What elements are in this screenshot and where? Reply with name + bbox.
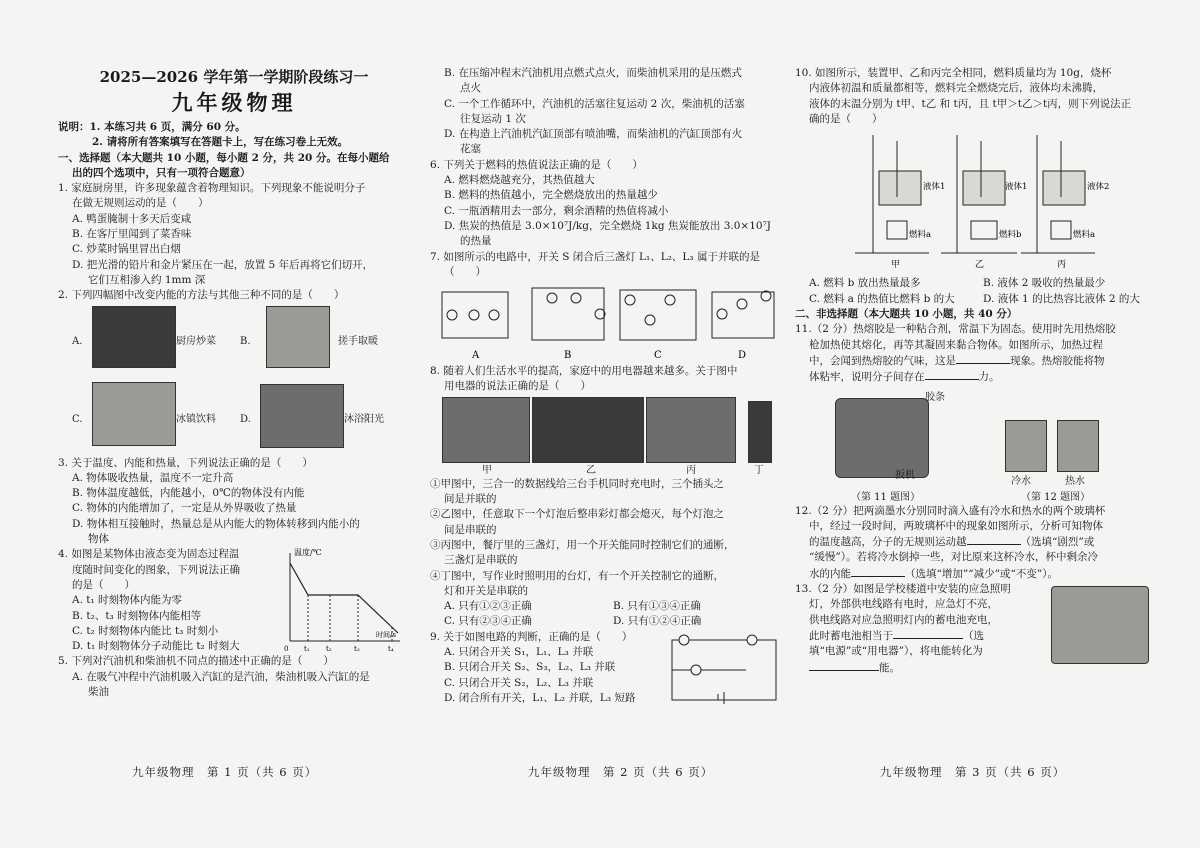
q7-stem: 7. 如图所示的电路中，开关 S 闭合后三盏灯 L₁、L₂、L₃ 属于并联的是 xyxy=(430,250,760,263)
q13-blank-1[interactable] xyxy=(893,628,963,639)
q2-stem: 2. 下列四幅图中改变内能的方法与其他三种不同的是（ ） xyxy=(58,289,345,302)
q8-option-d: D. 只有①②④正确 xyxy=(613,615,702,628)
page-1-footer: 九年级物理 第 1 页（共 6 页） xyxy=(132,765,318,779)
q7-circuits xyxy=(430,280,782,364)
q3-stem: 3. 关于温度、内能和热量，下列说法正确的是（ ） xyxy=(58,456,313,469)
q13-line-3: 供电线路对应急照明灯内的蓄电池充电， xyxy=(809,613,998,626)
graph-t1-label: t₁ xyxy=(304,645,310,654)
q12-line-4: “缓慢”）。若将冷水倒掉一些，对比原来这杯冷水，杯中剩余冷 xyxy=(809,551,1098,564)
q11-blank-2[interactable] xyxy=(925,369,979,380)
q2-label-a: A. xyxy=(72,335,83,347)
cold-water-label: 冷水 xyxy=(1011,475,1031,487)
q11-line-3-cont: 现象。热熔胶能将物 xyxy=(1010,354,1105,367)
page-2-column xyxy=(430,66,782,706)
q6-option-d-cont: 的热量 xyxy=(460,235,492,248)
q1-option-d-cont: 它们互相渗入约 1mm 深 xyxy=(88,273,206,286)
q13-line-1: 13.（2 分）如图是学校楼道中安装的应急照明 xyxy=(795,583,1011,596)
q5-option-d: D. 在构造上汽油机汽缸顶部有喷油嘴，而柴油机的汽缸顶部有火 xyxy=(444,128,743,141)
q5-option-c: C. 一个工作循环中，汽油机的活塞往复运动 2 次，柴油机的活塞 xyxy=(444,97,745,110)
sunbathing-photo xyxy=(260,384,344,448)
q1-option-d: D. 把光滑的铅片和金片紧压在一起，放置 5 年后再将它们切开， xyxy=(72,258,374,271)
q3-option-d: D. 物体相互接触时，热量总是从内能大的物体转移到内能小的 xyxy=(72,517,360,530)
q8-statement-4-cont: 灯和开关是串联的 xyxy=(444,584,528,597)
restaurant-lights-photo xyxy=(646,397,736,463)
q13-blank-2[interactable] xyxy=(809,660,879,671)
fig-bing-label: 丙 xyxy=(686,464,696,476)
circuit-a-label: A xyxy=(472,350,480,362)
q8-option-a: A. 只有①②③正确 xyxy=(444,600,532,613)
fuel-a-label-bing: 燃料a xyxy=(1073,230,1096,241)
glue-gun-photo xyxy=(835,398,929,478)
page-3-column xyxy=(795,66,1157,676)
q5-option-b: B. 在压缩冲程末汽油机用点燃式点火，而柴油机采用的是压燃式 xyxy=(444,67,742,79)
q8-options-row-1 xyxy=(430,599,782,614)
question-4 xyxy=(58,547,410,654)
liquid-2-label-bing: 液体2 xyxy=(1087,182,1110,193)
q8-statement-4: ④丁图中，写作业时照明用的台灯，有一个开关控制它的通断， xyxy=(430,569,724,582)
q8-option-b: B. 只有①③④正确 xyxy=(613,600,701,613)
q12-line-3-cont: （选填“剧烈”或 xyxy=(1020,536,1095,549)
hot-water-beaker xyxy=(1057,420,1099,472)
q8-statement-1-cont: 间是并联的 xyxy=(444,493,497,506)
q10-option-b: B. 液体 2 吸收的热量最少 xyxy=(983,277,1106,290)
q11-blank-1[interactable] xyxy=(956,353,1010,364)
exam-title: 2025—2026 学年第一学期阶段练习一 xyxy=(99,68,369,86)
q11-line-4: 体粘牢，说明分子间存在 xyxy=(809,371,925,384)
q13-line-2: 灯，外部供电线路有电时，应急灯不亮， xyxy=(809,598,998,611)
liquid-1-label-jia: 液体1 xyxy=(923,182,946,193)
graph-t2-label: t₂ xyxy=(326,645,332,654)
cooking-photo xyxy=(92,306,176,368)
q13-line-4-cont: （选 xyxy=(963,629,984,642)
q10-stem-cont-2: 液体的末温分别为 t甲、t乙 和 t丙，且 t甲＞t乙＞t丙，则下列说法正 xyxy=(809,97,1132,110)
q4-option-b: B. t₂、t₃ 时刻物体内能相等 xyxy=(72,609,202,622)
liquid-1-label-yi: 液体1 xyxy=(1005,182,1028,193)
q5-option-b-cont: 点火 xyxy=(460,82,481,95)
q13-line-5: 填“电源”或“用电器”），将电能转化为 xyxy=(809,645,983,658)
q11-line-4-cont: 力。 xyxy=(978,371,1000,384)
q5-option-c-cont: 往复运动 1 次 xyxy=(460,112,526,125)
question-7 xyxy=(430,250,782,365)
q5-stem: 5. 下列对汽油机和柴油机不同点的描述中正确的是（ ） xyxy=(58,655,334,668)
q4-stem-cont: 度随时间变化的图象，下列说法正确 xyxy=(72,563,240,576)
q3-option-b: B. 物体温度越低，内能越小，0℃的物体没有内能 xyxy=(72,487,305,500)
q8-options-row-2 xyxy=(430,614,782,629)
graph-t4-label: t₄ xyxy=(388,645,394,654)
fuel-a-label-jia: 燃料a xyxy=(909,230,932,241)
q9-option-b: B. 只闭合开关 S₂、S₃，L₂、L₃ 并联 xyxy=(444,661,616,674)
q2-label-b: B. xyxy=(240,335,251,347)
q8-stem-cont: 用电器的说法正确的是（ ） xyxy=(444,380,591,393)
q4-option-c: C. t₂ 时刻物体内能比 t₃ 时刻小 xyxy=(72,624,219,637)
rubbing-hands-photo xyxy=(266,306,330,368)
section-1-title: 一、选择题（本大题共 10 小题，每小题 2 分，共 20 分。在每小题给 xyxy=(58,151,390,164)
q10-stem-cont-3: 确的是（ ） xyxy=(809,112,883,125)
charging-cable-photo xyxy=(442,397,530,463)
q2-label-c: C. xyxy=(72,413,83,425)
q10-option-c: C. 燃料 a 的热值比燃料 b 的大 xyxy=(809,292,955,305)
q2-caption-c: 冰镇饮料 xyxy=(176,413,216,425)
q5-option-a: A. 在吸气冲程中汽油机吸入汽缸的是汽油，柴油机吸入汽缸的是 xyxy=(72,670,370,683)
note-2: 2. 请将所有答案填写在答题卡上，写在练习卷上无效。 xyxy=(92,136,349,149)
q10-stem-cont: 内液体初温和质量都相等，燃料完全燃烧完后，液体均未沸腾， xyxy=(809,82,1103,95)
circuit-c-label: C xyxy=(654,350,662,362)
q3-option-d-cont: 物体 xyxy=(88,533,109,546)
q12-line-3: 的温度越高，分子的无规则运动越 xyxy=(809,536,967,549)
question-13 xyxy=(795,582,1157,676)
figure-12-caption: （第 12 题图） xyxy=(1021,491,1091,503)
q3-option-a: A. 物体吸收热量，温度不一定升高 xyxy=(72,471,234,484)
q2-figures xyxy=(58,304,410,456)
q8-statement-2: ②乙图中，任意取下一个灯泡后整串彩灯都会熄灭，每个灯泡之 xyxy=(430,508,724,521)
question-5 xyxy=(58,654,410,700)
glue-stick-label: 胶条 xyxy=(925,391,945,403)
iced-drink-photo xyxy=(92,382,176,446)
q7-stem-cont: （ ） xyxy=(444,265,486,278)
fig-ding-label: 丁 xyxy=(754,464,764,476)
q10-options-row-2 xyxy=(795,292,1157,307)
q1-option-a: A. 鸭蛋腌制十多天后变咸 xyxy=(72,212,192,225)
setup-bing-label: 丙 xyxy=(1057,260,1067,271)
q13-line-4: 此时蓄电池相当于 xyxy=(809,629,893,642)
q8-statement-3-cont: 三盏灯是串联的 xyxy=(444,554,518,567)
q10-stem: 10. 如图所示，装置甲、乙和丙完全相同，燃料质量均为 10g，烧杯 xyxy=(795,67,1112,79)
trigger-label: 扳机 xyxy=(895,469,915,481)
section-2-title: 二、非选择题（本大题共 10 小题，共 40 分） xyxy=(795,308,1018,321)
question-11 xyxy=(795,322,1157,503)
desk-lamp-photo xyxy=(748,401,772,463)
exam-subtitle: 九年级物理 xyxy=(171,90,297,115)
string-lights-photo xyxy=(532,397,644,463)
q2-caption-d: 沐浴阳光 xyxy=(344,413,384,425)
q13-line-6: 能。 xyxy=(879,661,900,674)
cold-water-beaker xyxy=(1005,420,1047,472)
question-5-cont xyxy=(430,66,782,158)
q8-statement-2-cont: 间是串联的 xyxy=(444,523,497,536)
q4-stem: 4. 如图是某物体由液态变为固态过程温 xyxy=(58,548,240,561)
section-1-title-cont: 出的四个选项中，只有一项符合题意） xyxy=(72,166,251,179)
page-2-footer: 九年级物理 第 2 页（共 6 页） xyxy=(528,765,714,779)
q11-line-2: 枪加热使其熔化，再等其凝固来黏合物体。如图所示，加热过程 xyxy=(809,338,1103,351)
q1-stem: 1. 家庭厨房里，许多现象蕴含着物理知识。下列现象不能说明分子 xyxy=(58,182,366,195)
page-3-footer: 九年级物理 第 3 页（共 6 页） xyxy=(880,765,1066,779)
page-1-column xyxy=(58,66,410,700)
graph-x-label: 时间/s xyxy=(376,631,396,640)
hot-water-label: 热水 xyxy=(1065,475,1085,487)
q10-option-d: D. 液体 1 的比热容比液体 2 的大 xyxy=(983,292,1140,305)
q1-option-c: C. 炒菜时锅里冒出白烟 xyxy=(72,243,181,256)
q8-stem: 8. 随着人们生活水平的提高，家庭中的用电器越来越多。关于图中 xyxy=(430,365,738,378)
q12-blank-1[interactable] xyxy=(967,534,1021,545)
q6-option-d: D. 焦炭的热值是 3.0×10⁷J/kg，完全燃烧 1kg 焦炭能放出 3.0×10⁷J xyxy=(444,219,772,232)
q6-option-c: C. 一瓶酒精用去一部分，剩余酒精的热值将减小 xyxy=(444,204,669,217)
graph-t3-label: t₃ xyxy=(354,645,360,654)
q2-caption-b: 搓手取暖 xyxy=(338,335,378,347)
q9-option-d: D. 闭合所有开关，L₁、L₂ 并联，L₃ 短路 xyxy=(444,691,636,704)
q9-circuit-diagram xyxy=(666,634,782,706)
q8-option-c: C. 只有②③④正确 xyxy=(444,615,532,628)
question-6 xyxy=(430,158,782,250)
emergency-light-photo xyxy=(1051,586,1149,664)
q3-option-c: C. 物体的内能增加了，一定是从外界吸收了热量 xyxy=(72,502,297,515)
q4-option-d: D. t₁ 时刻物体分子动能比 t₂ 时刻大 xyxy=(72,640,240,653)
graph-origin-label: 0 xyxy=(284,645,289,654)
q10-option-a: A. 燃料 b 放出热量最多 xyxy=(809,277,921,290)
q6-stem: 6. 下列关于燃料的热值说法正确的是（ ） xyxy=(430,158,643,171)
q9-option-c: C. 只闭合开关 S₂，L₂、L₃ 并联 xyxy=(444,676,594,689)
q11-line-1: 11.（2 分）热熔胶是一种粘合剂，常温下为固态。使用时先用热熔胶 xyxy=(795,323,1116,336)
q6-option-b: B. 燃料的热值越小，完全燃烧放出的热量越少 xyxy=(444,189,658,202)
circuit-b-label: B xyxy=(564,350,572,362)
q4-option-a: A. t₁ 时刻物体内能为零 xyxy=(72,594,183,607)
q12-line-5-cont: （选填“增加”“减少”或“不变”）。 xyxy=(905,567,1058,580)
question-1 xyxy=(58,181,410,288)
q1-option-b: B. 在客厅里闻到了菜香味 xyxy=(72,228,192,241)
question-8 xyxy=(430,364,782,630)
circuit-d-label: D xyxy=(738,350,747,362)
q8-statement-1: ①甲图中，三合一的数据线给三台手机同时充电时，三个插头之 xyxy=(430,477,724,490)
q9-option-a: A. 只闭合开关 S₁，L₁、L₃ 并联 xyxy=(444,646,594,659)
q10-options-row-1 xyxy=(795,276,1157,291)
fig-jia-label: 甲 xyxy=(482,464,492,476)
q6-option-a: A. 燃料燃烧越充分，其热值越大 xyxy=(444,174,595,187)
q2-caption-a: 厨房炒菜 xyxy=(176,335,216,347)
q12-blank-2[interactable] xyxy=(851,566,905,577)
setup-yi-label: 乙 xyxy=(975,260,985,271)
setup-jia-label: 甲 xyxy=(891,260,901,271)
q5-option-a-cont: 柴油 xyxy=(88,686,109,699)
fuel-b-label-yi: 燃料b xyxy=(999,230,1022,241)
question-9 xyxy=(430,630,782,706)
question-12 xyxy=(795,504,1157,582)
note-1: 说明：1. 本练习共 6 页，满分 60 分。 xyxy=(58,121,246,133)
q11-line-3: 中，会闻到热熔胶的气味，这是 xyxy=(809,354,956,367)
q8-figures xyxy=(430,395,782,477)
q2-label-d: D. xyxy=(240,413,251,425)
q4-stem-cont-2: 的是（ ） xyxy=(72,578,135,591)
q8-statement-3: ③丙图中，餐厅里的三盏灯，用一个开关能同时控制它们的通断， xyxy=(430,538,735,551)
q7-circuit-diagrams xyxy=(430,280,782,364)
q12-line-2: 中，经过一段时间，两玻璃杯中的现象如图所示，分析可知物体 xyxy=(809,519,1103,532)
question-3 xyxy=(58,456,410,548)
fig-yi-label: 乙 xyxy=(586,464,596,476)
q12-line-5: 水的内能 xyxy=(809,567,851,580)
temperature-time-graph xyxy=(280,545,408,653)
q5-option-d-cont: 花塞 xyxy=(460,143,481,156)
q12-line-1: 12.（2 分）把两滴墨水分别同时滴入盛有冷水和热水的两个玻璃杯 xyxy=(795,504,1106,517)
q10-heating-apparatus xyxy=(795,127,1157,271)
question-2 xyxy=(58,288,410,455)
graph-y-label: 温度/℃ xyxy=(294,548,322,558)
q1-stem-cont: 在做无规则运动的是（ ） xyxy=(72,197,209,210)
figure-11-caption: （第 11 题图） xyxy=(851,491,921,503)
q11-q12-figures xyxy=(795,386,1157,504)
q9-stem: 9. 关于如图电路的判断，正确的是（ ） xyxy=(430,630,633,643)
question-10 xyxy=(795,66,1157,307)
